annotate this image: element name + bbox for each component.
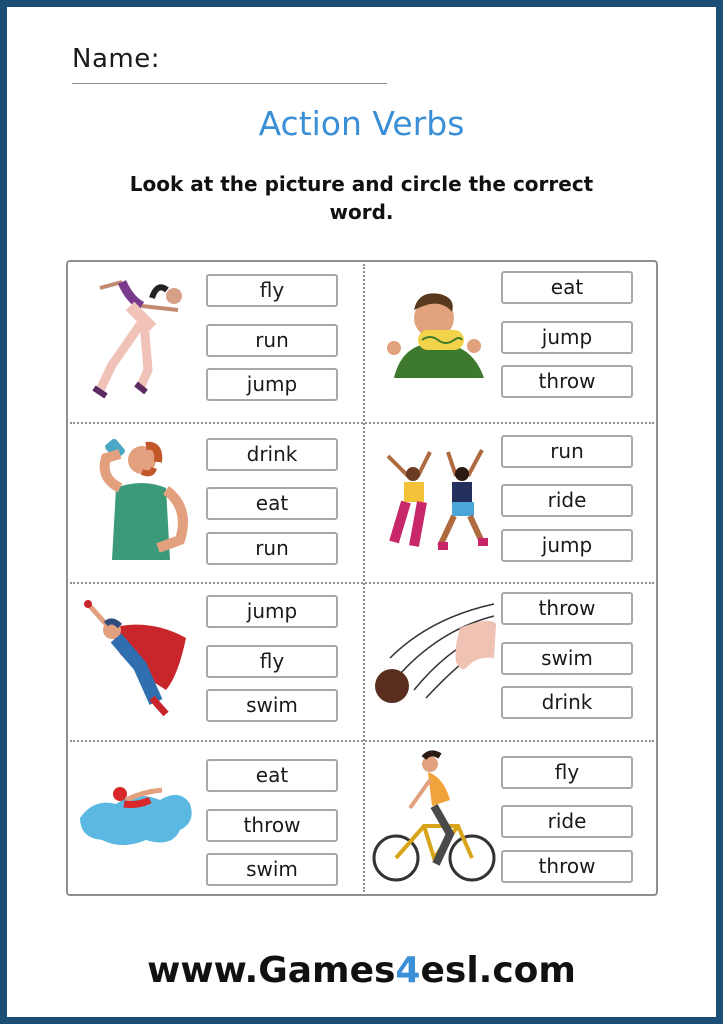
- hand-throwing-ball-image: [370, 598, 500, 710]
- option-box[interactable]: jump: [501, 529, 633, 562]
- footer-url-accent: 4: [395, 950, 421, 991]
- option-box[interactable]: jump: [206, 368, 338, 401]
- option-box[interactable]: jump: [501, 321, 633, 354]
- option-box[interactable]: throw: [206, 809, 338, 842]
- row-divider: [70, 422, 654, 424]
- option-box[interactable]: run: [501, 435, 633, 468]
- running-woman-image: [82, 270, 192, 405]
- name-label: Name:: [72, 44, 160, 74]
- option-box[interactable]: swim: [206, 689, 338, 722]
- option-box[interactable]: drink: [501, 686, 633, 719]
- vertical-divider: [363, 264, 365, 892]
- option-box[interactable]: throw: [501, 592, 633, 625]
- instruction-text: Look at the picture and circle the correct word.: [129, 172, 594, 224]
- option-box[interactable]: fly: [206, 645, 338, 678]
- option-box[interactable]: throw: [501, 365, 633, 398]
- option-box[interactable]: run: [206, 324, 338, 357]
- website-footer[interactable]: [0, 950, 723, 991]
- option-box[interactable]: eat: [206, 487, 338, 520]
- row-divider: [70, 582, 654, 584]
- person-swimming-image: [76, 770, 196, 850]
- man-drinking-image: [80, 438, 195, 563]
- option-box[interactable]: swim: [501, 642, 633, 675]
- footer-url-suffix: esl.com: [420, 950, 576, 991]
- option-box[interactable]: eat: [206, 759, 338, 792]
- woman-riding-bike-image: [370, 750, 498, 888]
- exercise-grid: [66, 260, 658, 896]
- option-box[interactable]: swim: [206, 853, 338, 886]
- option-box[interactable]: fly: [206, 274, 338, 307]
- option-box[interactable]: jump: [206, 595, 338, 628]
- option-box[interactable]: ride: [501, 484, 633, 517]
- option-box[interactable]: drink: [206, 438, 338, 471]
- option-box[interactable]: throw: [501, 850, 633, 883]
- option-box[interactable]: ride: [501, 805, 633, 838]
- page-title: Action Verbs: [258, 104, 465, 143]
- superhero-flying-image: [80, 598, 190, 718]
- footer-url-prefix: www.Games: [147, 950, 396, 991]
- boy-eating-corn-image: [374, 288, 499, 383]
- row-divider: [70, 740, 654, 742]
- option-box[interactable]: eat: [501, 271, 633, 304]
- two-girls-jumping-image: [378, 446, 498, 556]
- option-box[interactable]: run: [206, 532, 338, 565]
- option-box[interactable]: fly: [501, 756, 633, 789]
- name-line[interactable]: [72, 83, 387, 84]
